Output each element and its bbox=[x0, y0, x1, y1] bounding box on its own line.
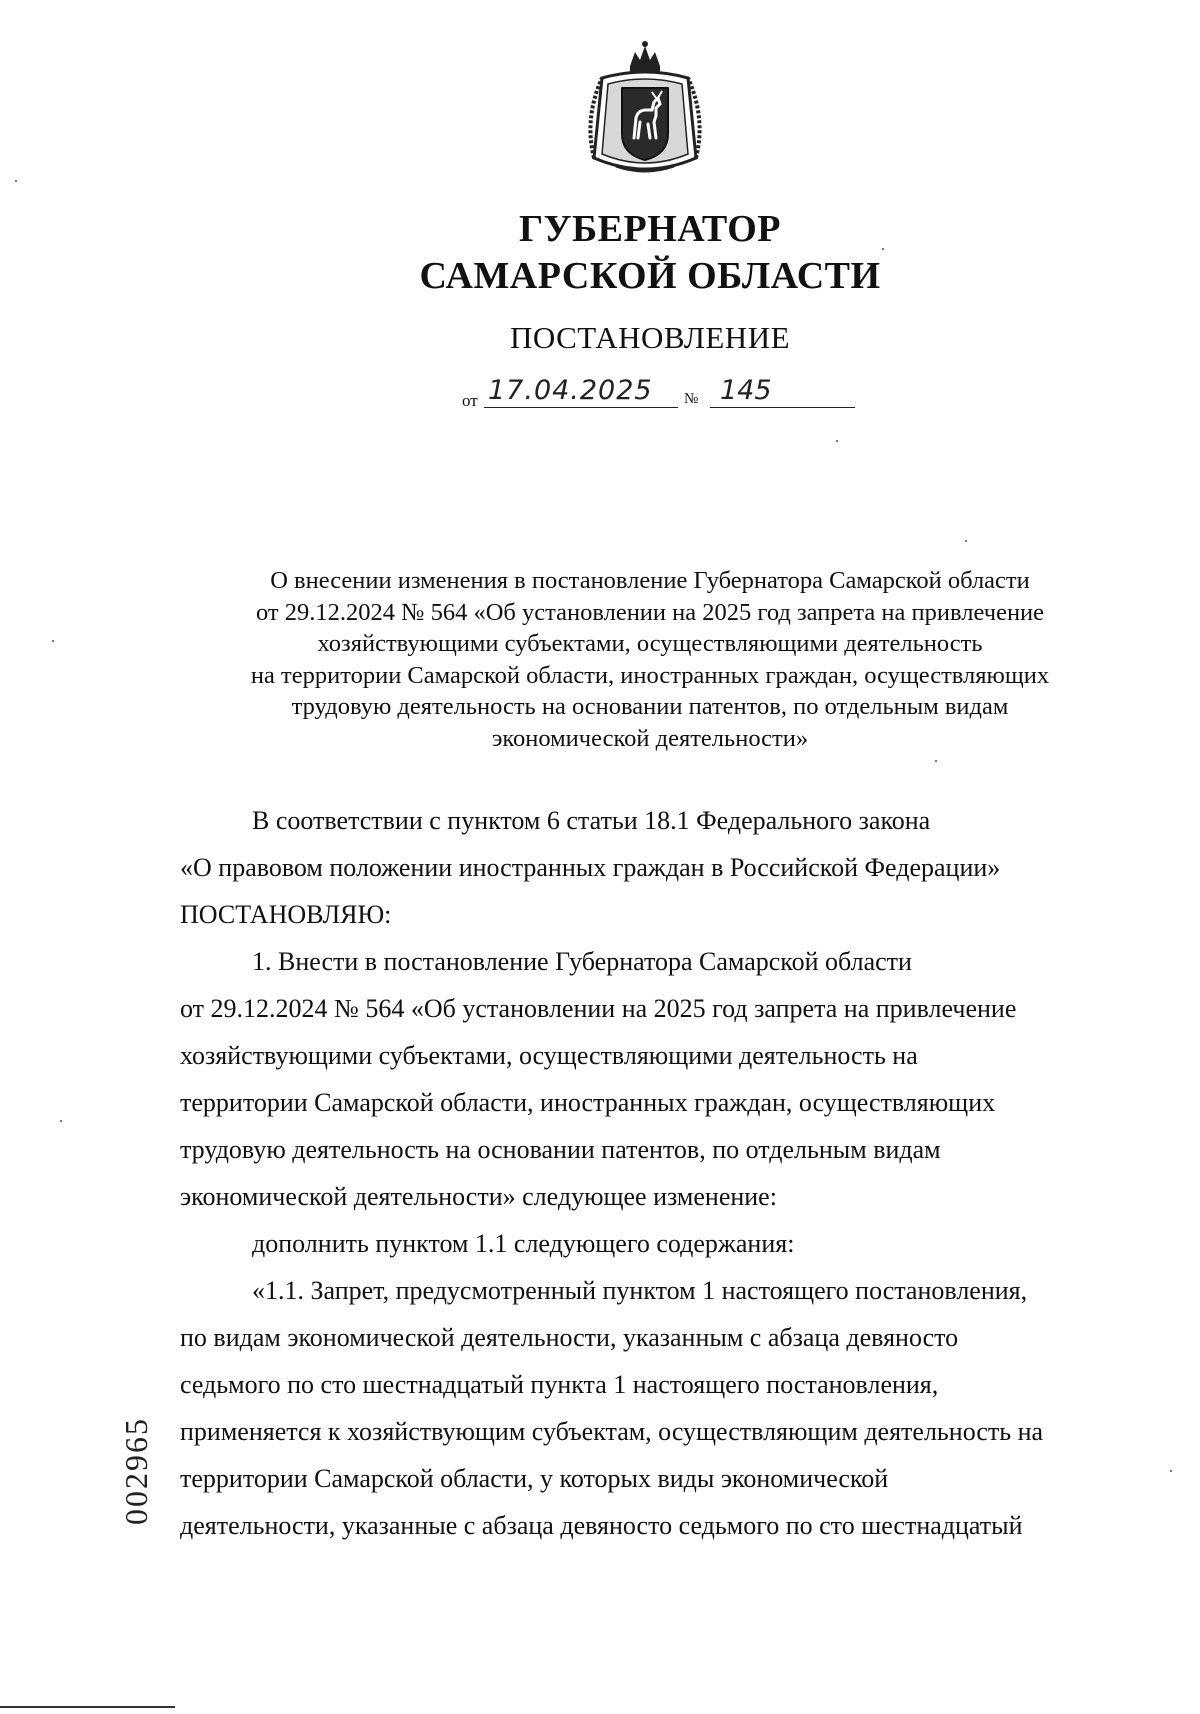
handwritten-number: 145 bbox=[710, 375, 855, 408]
body-line: применяется к хозяйствующим субъектам, осуществляющим деятельность на bbox=[180, 1417, 1044, 1446]
body-line: территории Самарской области, иностранных граждан, осуществляющих bbox=[180, 1088, 996, 1117]
body-line: территории Самарской области, у которых виды экономической bbox=[180, 1464, 889, 1493]
scan-speck bbox=[935, 760, 937, 762]
document-type: ПОСТАНОВЛЕНИЕ bbox=[509, 320, 791, 355]
scan-speck bbox=[965, 540, 967, 542]
body-line: хозяйствующими субъектами, осуществляющими деятельность на bbox=[180, 1041, 918, 1070]
scan-speck bbox=[15, 180, 17, 182]
heading-line: хозяйствующими субъектами, осуществляющими деятельность bbox=[317, 630, 983, 657]
scan-speck bbox=[1170, 1470, 1172, 1472]
heading-line: на территории Самарской области, иностранных граждан, осуществляющих bbox=[250, 661, 1050, 689]
body-line: дополнить пунктом 1.1 следующего содержания: bbox=[252, 1229, 795, 1258]
heading-line: трудовую деятельность на основании патентов, по отдельным видам bbox=[291, 693, 1009, 720]
body-line: деятельности, указанные с абзаца девяносто седьмого по сто шестнадцатый bbox=[180, 1511, 1023, 1540]
coat-of-arms-icon bbox=[580, 38, 710, 178]
scan-speck bbox=[52, 640, 54, 642]
authority-title-line2: САМАРСКОЙ ОБЛАСТИ bbox=[419, 255, 881, 297]
body-line: «О правовом положении иностранных граждан в Российской Федерации» bbox=[180, 853, 1001, 882]
body-line: ПОСТАНОВЛЯЮ: bbox=[180, 900, 392, 929]
handwritten-date: 17.04.2025 bbox=[484, 375, 678, 408]
body-line: «1.1. Запрет, предусмотренный пунктом 1 настоящего постановления, bbox=[252, 1276, 1028, 1305]
footer-rule bbox=[0, 1706, 175, 1708]
body-line: от 29.12.2024 № 564 «Об установлении на 2025 год запрета на привлечение bbox=[180, 994, 1017, 1023]
body-line: В соответствии с пунктом 6 статьи 18.1 Федерального закона bbox=[252, 806, 931, 835]
scan-speck bbox=[882, 248, 884, 250]
number-label: № bbox=[684, 391, 699, 407]
heading-line: от 29.12.2024 № 564 «Об установлении на 2025 год запрета на привлечение bbox=[255, 598, 1045, 626]
document-body bbox=[180, 797, 1128, 1549]
heading-line: экономической деятельности» bbox=[491, 724, 809, 752]
body-line: седьмого по сто шестнадцатый пункта 1 настоящего постановления, bbox=[180, 1370, 939, 1399]
scan-speck bbox=[836, 440, 838, 442]
heading-line: О внесении изменения в постановление Губернатора Самарской области bbox=[270, 567, 1030, 594]
document-heading bbox=[170, 565, 1130, 754]
body-line: трудовую деятельность на основании патентов, по отдельным видам bbox=[180, 1135, 941, 1164]
date-prefix: от bbox=[462, 391, 478, 410]
body-line: экономической деятельности» следующее изменение: bbox=[180, 1182, 777, 1211]
scan-speck bbox=[60, 1120, 62, 1122]
body-line: по видам экономической деятельности, указанным с абзаца девяносто bbox=[180, 1323, 959, 1352]
body-line: 1. Внести в постановление Губернатора Самарской области bbox=[252, 947, 912, 976]
authority-title-line1: ГУБЕРНАТОР bbox=[518, 208, 782, 250]
registry-number: 002965 bbox=[118, 1417, 154, 1525]
date-number-line bbox=[462, 375, 862, 411]
